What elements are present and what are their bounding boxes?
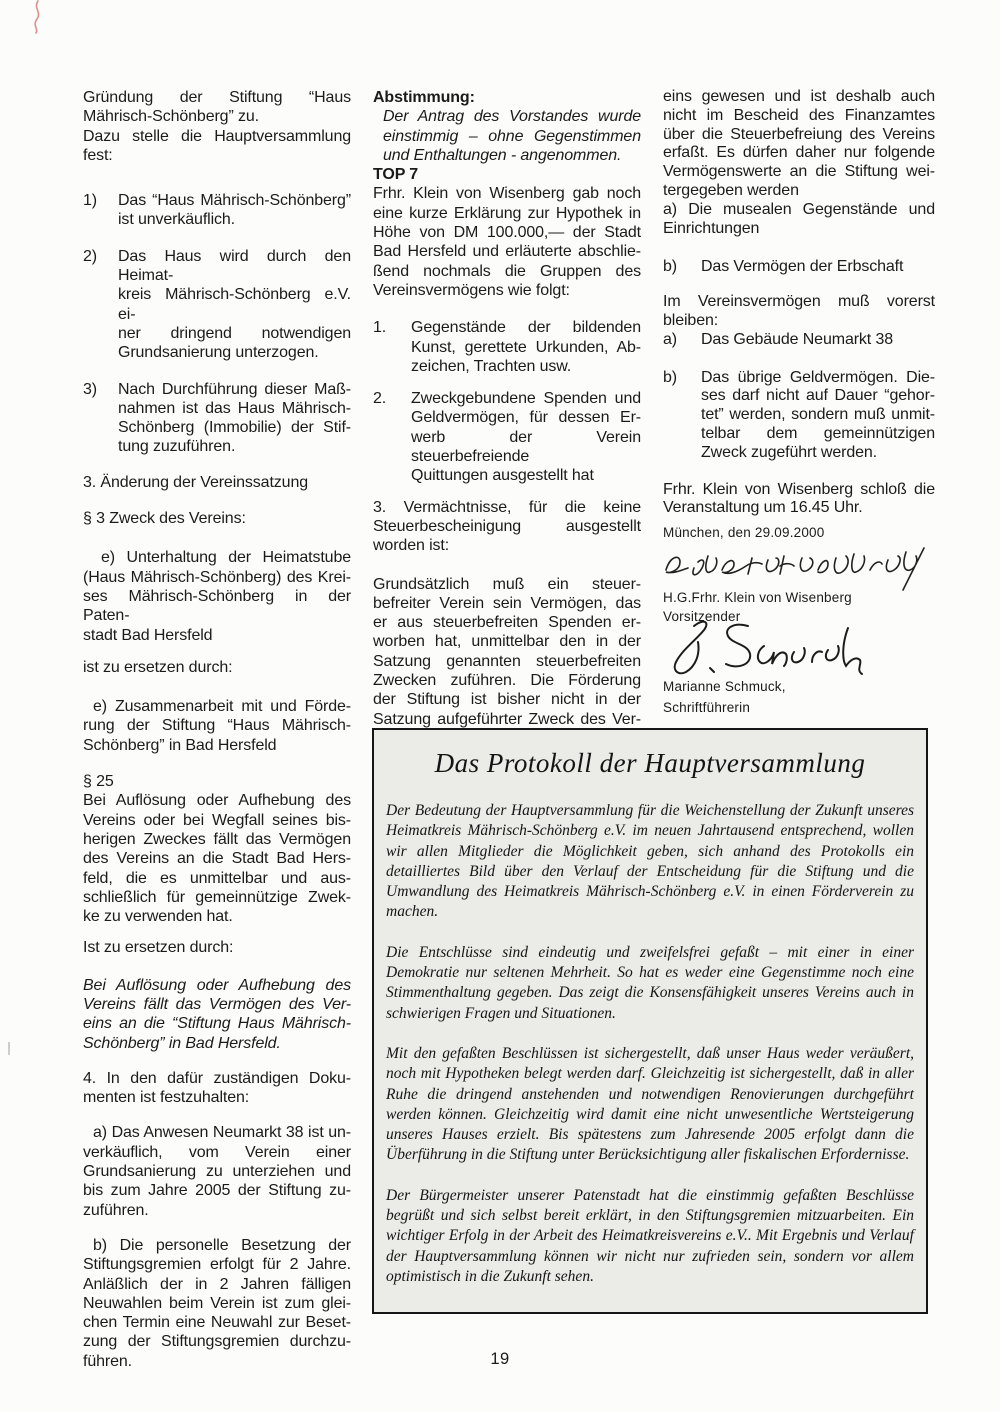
text-line: und Enthaltungen - angenommen. bbox=[383, 146, 622, 164]
col3-block-2 bbox=[663, 201, 935, 239]
text-line: bis zum Jahre 2005 der Stiftung zu- bbox=[83, 1182, 351, 1200]
text-line: des Vereins an die Stadt Bad Hers- bbox=[83, 850, 351, 868]
text-line: Das Vermögen der Erbschaft bbox=[701, 258, 904, 276]
col1-block-13 bbox=[83, 938, 351, 957]
text-line: telbar dem gemeinnützigen bbox=[701, 424, 935, 442]
protocol-highlight-box bbox=[372, 728, 928, 1314]
text-line: ses Mährisch-Schönberg in der Paten- bbox=[83, 587, 351, 625]
text-line: ke zu verwenden hat. bbox=[83, 908, 233, 926]
col1-block-14 bbox=[83, 976, 351, 1053]
text-line: Veranstaltung um 16.45 Uhr. bbox=[663, 499, 863, 517]
col2-block-4 bbox=[373, 184, 641, 300]
text-column-left bbox=[83, 88, 351, 1371]
text-line: a) Das Anwesen Neumarkt 38 ist un- bbox=[93, 1124, 351, 1142]
text-line: schließlich für gemeinnützige Zwek- bbox=[83, 888, 351, 906]
text-line: zung der Stiftungsgremien durchzu- bbox=[83, 1333, 351, 1351]
protocol-box-title: Das Protokoll der Hauptversammlung bbox=[434, 748, 866, 778]
text-line: befreiter Verein sein Vermögen, das bbox=[373, 594, 641, 612]
list-marker: 1) bbox=[83, 192, 97, 210]
text-line: eins gewesen und ist deshalb auch bbox=[663, 88, 935, 105]
protocol-paragraph-1: Der Bedeutung der Hauptversammlung für die Weichenstellung der Zukunft unseres Heimatkreis Mährisch-Schönberg e.V. im neuen Jahrtausend entsprechend, wollen wir allen Mitglieder die Möglichkeit geben, sich anhand des Protokolls ein detailliertes Bild über den Verlauf der Entscheidung für die Stiftung und die Umwandlung des Heimatkreis Mährisch-Schönberg e.V. in einen Förderverein zu machen. bbox=[386, 802, 914, 921]
text-line: München, den 29.09.2000 bbox=[663, 525, 825, 541]
text-line: Neuwahlen beim Verein ist zum glei- bbox=[83, 1294, 351, 1312]
signer-role: Vorsitzender bbox=[663, 609, 741, 624]
text-line: Nach Durchführung dieser Maß- bbox=[118, 380, 351, 398]
text-line: Vereins oder bei Wegfall seines bis- bbox=[83, 811, 351, 829]
text-line: Zweckgebundene Spenden und bbox=[411, 390, 641, 408]
col1-block-6 bbox=[83, 473, 351, 492]
text-line: Steuerbescheinigung ausgestellt bbox=[373, 517, 641, 535]
col1-block-5 bbox=[83, 380, 351, 457]
col1-block-1 bbox=[83, 88, 351, 127]
text-line: Das übrige Geldvermögen. Die- bbox=[701, 368, 935, 386]
red-pen-mark bbox=[26, 0, 52, 34]
col1-block-15 bbox=[83, 1069, 351, 1108]
scan-artifact bbox=[8, 1042, 10, 1055]
text-line: zeichen, Trachten usw. bbox=[411, 357, 572, 375]
col3-block-4 bbox=[663, 293, 935, 331]
page-number: 19 bbox=[490, 1350, 510, 1368]
text-line: über die Steuerbefreiung des Vereins bbox=[663, 125, 935, 143]
col1-block-12 bbox=[83, 791, 351, 926]
text-line: Einrichtungen bbox=[663, 219, 760, 237]
col2-block-1 bbox=[373, 88, 641, 107]
text-line: TOP 7 bbox=[373, 166, 419, 184]
col2-block-3 bbox=[373, 165, 641, 184]
text-line: ßend nochmals die Gruppen des bbox=[373, 262, 641, 280]
col1-block-10 bbox=[83, 697, 351, 755]
signer-role: Schriftführerin bbox=[663, 700, 751, 715]
text-line: tung zuzuführen. bbox=[118, 438, 236, 456]
text-line: worden ist: bbox=[373, 537, 450, 555]
text-line: nahmen ist das Haus Mährisch- bbox=[118, 399, 351, 417]
text-line: Vereins fällt das Vermögen des Ver- bbox=[83, 995, 351, 1013]
text-line: Der Antrag des Vorstandes wurde bbox=[383, 108, 641, 126]
protocol-box-body bbox=[386, 801, 914, 1287]
text-line: Gegenstände der bildenden bbox=[411, 319, 641, 337]
text-line: er aus steuerbefreiten Spenden er- bbox=[373, 614, 641, 632]
text-line: Stiftungsgremien erfolgt für 2 Jahre. bbox=[83, 1256, 351, 1274]
text-line: einstimmig – ohne Gegenstimmen bbox=[383, 127, 641, 145]
text-line: Mährisch-Schönberg” zu. bbox=[83, 108, 259, 126]
list-marker: 1. bbox=[373, 319, 387, 337]
text-line: Das Gebäude Neumarkt 38 bbox=[701, 330, 894, 348]
col1-block-8 bbox=[83, 548, 351, 644]
text-line: herigen Zweckes fällt das Vermögen bbox=[83, 830, 351, 848]
col3-block-3 bbox=[663, 258, 935, 277]
text-line: Dazu stelle die Hauptversammlung bbox=[83, 127, 351, 145]
text-line: ist unverkäuflich. bbox=[118, 211, 236, 229]
col2-block-2 bbox=[373, 107, 641, 165]
text-line: Gründung der Stiftung “Haus bbox=[83, 89, 351, 106]
text-line: e) Zusammenarbeit mit und Förde- bbox=[93, 698, 351, 716]
text-line: verkäuflich, vom Verein einer bbox=[83, 1143, 351, 1161]
text-line: Vereinsvermögens wie folgt: bbox=[373, 281, 570, 299]
text-line: (Haus Mährisch-Schönberg) des Krei- bbox=[83, 568, 351, 586]
text-line: nicht im Bescheid des Finanzamtes bbox=[663, 106, 935, 124]
col3-block-5 bbox=[663, 331, 935, 350]
text-line: fest: bbox=[83, 146, 113, 164]
text-line: rung der Stiftung “Haus Mährisch- bbox=[83, 717, 351, 735]
col3-block-7 bbox=[663, 481, 935, 519]
text-line: Kunst, gerettete Urkunden, Ab- bbox=[411, 338, 641, 356]
list-marker: b) bbox=[663, 258, 677, 276]
text-line: Quittungen ausgestellt hat bbox=[411, 467, 594, 485]
col2-block-6 bbox=[373, 389, 641, 485]
text-line: § 3 Zweck des Vereins: bbox=[83, 510, 246, 528]
text-line: bleiben: bbox=[663, 311, 719, 329]
text-line: zuführen. bbox=[83, 1201, 149, 1219]
text-line: chen Termin eine Neuwahl zur Beset- bbox=[83, 1314, 351, 1332]
col1-block-4 bbox=[83, 247, 351, 363]
text-line: Ist zu ersetzen durch: bbox=[83, 939, 234, 957]
text-line: Anläßlich der in 2 Jahren fälligen bbox=[83, 1275, 351, 1293]
text-line: erfaßt. Es dürfen daher nur folgende bbox=[663, 144, 935, 162]
text-line: b) Die personelle Besetzung der bbox=[93, 1236, 351, 1254]
text-line: führen. bbox=[83, 1352, 132, 1370]
list-marker: 2. bbox=[373, 390, 387, 408]
text-line: Satzung aufgeführter Zweck des Ver- bbox=[373, 710, 641, 728]
text-line: worben hat, unmittelbar den in der bbox=[373, 633, 641, 651]
text-line: Das Haus wird durch den Heimat- bbox=[118, 247, 351, 285]
protocol-paragraph-2: Die Entschlüsse sind eindeutig und zweifelsfrei gefaßt – mit einer in einer Demokratie nur seltenen Mehrheit. So hat es weder eine Gegenstimme noch eine Stimmenthaltung gegeben. Das zeigt die Konsensfähigkeit unseres Vereins auch in schwierigen Fragen und Situationen. bbox=[386, 943, 914, 1022]
list-marker: 3) bbox=[83, 380, 97, 398]
text-line: Grundsanierung zu unterziehen und bbox=[83, 1163, 351, 1181]
text-line: Im Vereinsvermögen muß vorerst bbox=[663, 293, 935, 311]
list-marker: a) bbox=[663, 330, 677, 348]
text-line: stadt Bad Hersfeld bbox=[83, 626, 213, 644]
col1-block-2 bbox=[83, 127, 351, 166]
text-line: Zweck zugeführt werden. bbox=[701, 443, 877, 461]
col1-block-17 bbox=[83, 1236, 351, 1371]
text-line: Abstimmung: bbox=[373, 89, 475, 106]
text-line: Frhr. Klein von Wisenberg gab noch bbox=[373, 185, 641, 203]
text-line: Schönberg” in Bad Hersfeld. bbox=[83, 1034, 281, 1052]
text-line: § 25 bbox=[83, 773, 114, 791]
list-marker: b) bbox=[663, 368, 677, 386]
col1-block-7 bbox=[83, 509, 351, 528]
col1-block-9 bbox=[83, 658, 351, 677]
text-line: Höhe von DM 100.000,— der Stadt bbox=[373, 224, 641, 242]
text-line: Bei Auflösung oder Aufhebung des bbox=[83, 792, 351, 810]
text-line: feld, die es unmittelbar und aus- bbox=[83, 869, 351, 887]
text-line: kreis Mährisch-Schönberg e.V. ei- bbox=[118, 286, 351, 323]
text-line: 3. Änderung der Vereinssatzung bbox=[83, 473, 309, 491]
text-line: 4. In den dafür zuständigen Doku- bbox=[83, 1069, 351, 1087]
text-column-middle bbox=[373, 88, 641, 729]
text-line: tet” werden, sondern muß unmit- bbox=[701, 406, 935, 424]
text-line: ist zu ersetzen durch: bbox=[83, 658, 233, 676]
text-line: Bei Auflösung oder Aufhebung des bbox=[83, 976, 351, 994]
text-line: eins an die “Stiftung Haus Mährisch- bbox=[83, 1015, 351, 1033]
text-line: Schönberg” in Bad Hersfeld bbox=[83, 736, 277, 754]
col1-block-16 bbox=[83, 1123, 351, 1219]
col3-block-6 bbox=[663, 369, 935, 463]
col1-block-3 bbox=[83, 191, 351, 230]
text-line: der Stiftung ist bisher nicht in der bbox=[373, 691, 641, 709]
col2-block-7 bbox=[373, 498, 641, 556]
text-line: tergegeben werden bbox=[663, 181, 799, 199]
text-line: werb der Verein steuerbefreiende bbox=[411, 428, 641, 466]
signature-schmuck bbox=[660, 616, 878, 680]
text-line: ses darf nicht auf Dauer “gehor- bbox=[701, 387, 935, 405]
list-marker: 2) bbox=[83, 247, 97, 265]
text-line: Bad Hersfeld und erläuterte abschlie- bbox=[373, 243, 641, 261]
text-line: Grundsätzlich muß ein steuer- bbox=[373, 575, 641, 593]
signature-klein-von-wisenberg bbox=[656, 534, 946, 594]
text-line: 3. Vermächtnisse, für die keine bbox=[373, 498, 641, 516]
text-line: a) Die musealen Gegenstände und bbox=[663, 200, 935, 218]
text-line: ner dringend notwendigen bbox=[118, 324, 351, 342]
text-line: menten ist festzuhalten: bbox=[83, 1089, 250, 1107]
text-line: Frhr. Klein von Wisenberg schloß die bbox=[663, 480, 935, 498]
text-line: eine kurze Erklärung zur Hypothek in bbox=[373, 204, 641, 222]
signer-name: Marianne Schmuck, bbox=[663, 679, 786, 694]
protocol-paragraph-3: Mit den gefaßten Beschlüssen ist sichergestellt, daß unser Haus weder veräußert, noch mit Hypotheken belegt werden darf. Gleichzeitig ist sichergestellt, daß in aller Ruhe die dringend anstehenden und notwendigen Renovierungen durchgeführt werden können. Gleichzeitig wird damit eine nicht unwesentliche Wertsteigerung unseres Hauses erzielt. Bis spätestens zum Jahresende 2005 erfolgt dann die Überführung in die Stiftung unter Berücksichtigung aller fiskalischen Erfordernisse. bbox=[386, 1044, 914, 1164]
text-line: Vermögenswerte an die Stiftung wei- bbox=[663, 163, 935, 181]
text-line: Zwecken zuführen. Die Förderung bbox=[373, 672, 641, 690]
text-line: Das “Haus Mährisch-Schönberg” bbox=[118, 192, 351, 210]
text-line: Geldvermögen, für dessen Er- bbox=[411, 409, 641, 427]
col1-block-11 bbox=[83, 772, 351, 791]
col3-block-1 bbox=[663, 88, 935, 201]
col2-block-5 bbox=[373, 318, 641, 376]
text-line: Satzung genannten steuerbefreiten bbox=[373, 652, 641, 670]
signer-name: H.G.Frhr. Klein von Wisenberg bbox=[663, 590, 852, 605]
text-line: Schönberg (Immobilie) der Stif- bbox=[118, 419, 351, 437]
text-line: e) Unterhaltung der Heimatstube bbox=[101, 549, 351, 567]
col2-block-8 bbox=[373, 575, 641, 729]
text-column-right bbox=[663, 88, 935, 541]
protocol-paragraph-4: Der Bürgermeister unserer Patenstadt hat die einstimmig gefaßten Beschlüsse begrüßt und sich selbst bereit erklärt, in den Stiftungsgremien mitzuarbeiten. Ein wichtiger Erfolg in der Arbeit des Heimatkreisvereins e.V.. Mit Ergebnis und Verlauf der Hauptversammlung können wir nicht nur zufrieden sein, sondern vor allem optimistisch in die Zukunft sehen. bbox=[386, 1186, 914, 1285]
text-line: Grundsanierung unterzogen. bbox=[118, 344, 319, 362]
